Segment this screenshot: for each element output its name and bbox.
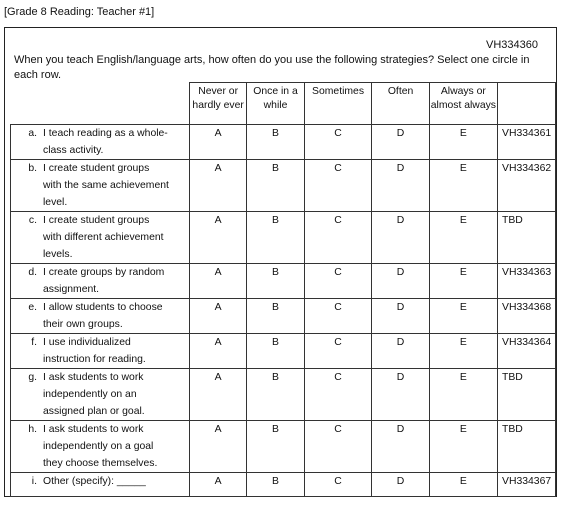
- response-option[interactable]: D: [372, 160, 429, 212]
- response-option[interactable]: A: [189, 369, 246, 421]
- response-option[interactable]: E: [429, 299, 497, 334]
- response-option[interactable]: D: [372, 334, 429, 369]
- response-option[interactable]: A: [189, 334, 246, 369]
- item-row: [11, 125, 556, 160]
- item-stem: [11, 369, 190, 421]
- response-option[interactable]: A: [189, 421, 246, 473]
- response-option[interactable]: D: [372, 125, 429, 160]
- item-row: [11, 369, 556, 421]
- item-row: [11, 334, 556, 369]
- response-option[interactable]: B: [247, 421, 304, 473]
- item-label: i.: [31, 476, 37, 487]
- item-text: Other (specify): _____: [43, 476, 146, 487]
- response-option[interactable]: B: [247, 334, 304, 369]
- response-option[interactable]: E: [429, 125, 497, 160]
- item-label: a.: [28, 128, 37, 139]
- corner-cell: [11, 83, 190, 125]
- col-header: Always or almost always: [429, 83, 497, 125]
- response-option[interactable]: D: [372, 299, 429, 334]
- response-option[interactable]: A: [189, 212, 246, 264]
- item-stem: [11, 212, 190, 264]
- item-id: TBD: [498, 421, 556, 473]
- item-label: e.: [28, 302, 37, 313]
- response-option[interactable]: D: [372, 369, 429, 421]
- question-box: [4, 27, 557, 497]
- response-option[interactable]: E: [429, 264, 497, 299]
- response-option[interactable]: A: [189, 299, 246, 334]
- response-option[interactable]: E: [429, 369, 497, 421]
- response-option[interactable]: D: [372, 473, 429, 497]
- response-option[interactable]: C: [304, 421, 372, 473]
- item-text: I create student groups with different achievement levels.: [43, 215, 164, 260]
- item-row: [11, 212, 556, 264]
- response-option[interactable]: E: [429, 334, 497, 369]
- response-grid: [10, 82, 556, 497]
- question-id: VH334360: [486, 39, 538, 51]
- item-row: [11, 299, 556, 334]
- response-option[interactable]: B: [247, 369, 304, 421]
- response-option[interactable]: C: [304, 212, 372, 264]
- item-stem: [11, 299, 190, 334]
- col-header: Sometimes: [304, 83, 372, 125]
- item-row: [11, 421, 556, 473]
- question-prompt: When you teach English/language arts, how often do you use the following strategies? Select one circle in each row.: [14, 54, 530, 81]
- response-option[interactable]: C: [304, 299, 372, 334]
- response-option[interactable]: C: [304, 473, 372, 497]
- response-option[interactable]: B: [247, 160, 304, 212]
- item-id: VH334361: [498, 125, 556, 160]
- item-text: I ask students to work independently on an assigned plan or goal.: [43, 372, 145, 417]
- response-option[interactable]: C: [304, 125, 372, 160]
- response-option[interactable]: C: [304, 160, 372, 212]
- item-row: [11, 160, 556, 212]
- col-header: Often: [372, 83, 429, 125]
- item-text: I teach reading as a whole-class activity.: [43, 128, 168, 156]
- response-option[interactable]: B: [247, 212, 304, 264]
- response-option[interactable]: B: [247, 299, 304, 334]
- id-col-header: [498, 83, 556, 125]
- page-header: [Grade 8 Reading: Teacher #1]: [4, 6, 155, 18]
- response-option[interactable]: B: [247, 473, 304, 497]
- response-option[interactable]: E: [429, 421, 497, 473]
- item-text: I create student groups with the same achievement level.: [43, 163, 169, 208]
- response-option[interactable]: B: [247, 125, 304, 160]
- response-option[interactable]: E: [429, 212, 497, 264]
- item-stem: [11, 473, 190, 497]
- response-option[interactable]: C: [304, 334, 372, 369]
- response-option[interactable]: A: [189, 264, 246, 299]
- col-header: Never or hardly ever: [189, 83, 246, 125]
- item-label: d.: [28, 267, 37, 278]
- item-text: I allow students to choose their own groups.: [43, 302, 163, 330]
- col-header: Once in a while: [247, 83, 304, 125]
- response-option[interactable]: E: [429, 473, 497, 497]
- response-option[interactable]: C: [304, 264, 372, 299]
- item-id: VH334363: [498, 264, 556, 299]
- item-id: VH334362: [498, 160, 556, 212]
- response-option[interactable]: A: [189, 125, 246, 160]
- response-option[interactable]: D: [372, 212, 429, 264]
- item-id: TBD: [498, 369, 556, 421]
- response-option[interactable]: C: [304, 369, 372, 421]
- response-option[interactable]: D: [372, 421, 429, 473]
- item-row: [11, 264, 556, 299]
- item-label: f.: [31, 337, 37, 348]
- response-option[interactable]: A: [189, 160, 246, 212]
- item-id: VH334367: [498, 473, 556, 497]
- item-stem: [11, 264, 190, 299]
- item-id: VH334364: [498, 334, 556, 369]
- item-id: VH334368: [498, 299, 556, 334]
- item-stem: [11, 160, 190, 212]
- response-option[interactable]: E: [429, 160, 497, 212]
- item-stem: [11, 125, 190, 160]
- header-row: [11, 83, 556, 125]
- item-label: g.: [28, 372, 37, 383]
- item-label: b.: [28, 163, 37, 174]
- response-option[interactable]: A: [189, 473, 246, 497]
- item-stem: [11, 334, 190, 369]
- item-text: I use individualized instruction for reading.: [43, 337, 146, 365]
- item-text: I create groups by random assignment.: [43, 267, 165, 295]
- item-text: I ask students to work independently on a goal they choose themselves.: [43, 424, 158, 469]
- item-stem: [11, 421, 190, 473]
- item-row: [11, 473, 556, 497]
- item-label: h.: [28, 424, 37, 435]
- response-option[interactable]: B: [247, 264, 304, 299]
- item-id: TBD: [498, 212, 556, 264]
- item-label: c.: [28, 215, 37, 226]
- response-option[interactable]: D: [372, 264, 429, 299]
